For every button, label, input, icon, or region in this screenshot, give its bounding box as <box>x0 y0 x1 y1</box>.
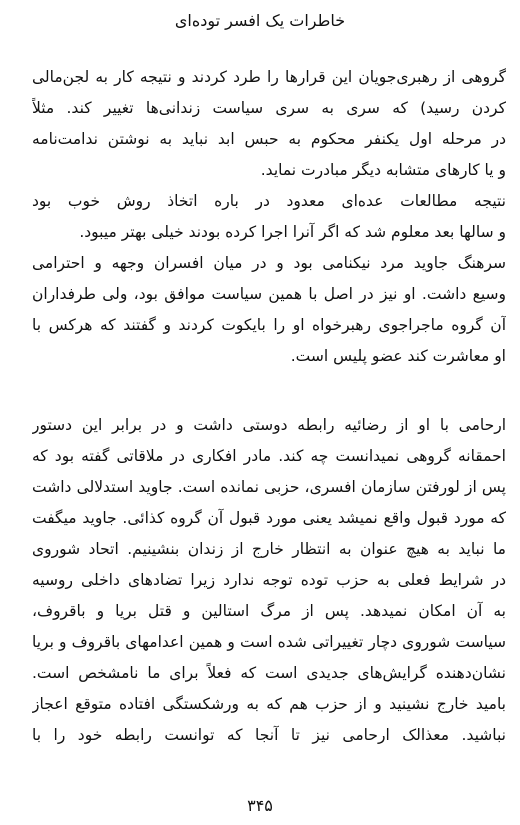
text-line: و یا کارهای متشابه دیگر مبادرت نماید. <box>260 161 506 179</box>
text-line: گروهی از رهبری‌جویان این قرارها را طرد کردند و نتیجه کار به لجن‌مالی <box>32 68 506 86</box>
text-line: آن گروه ماجراجوی رهبرخواه او را بایکوت کردند و گفتند که هرکس با <box>32 316 506 334</box>
text-line: نتیجه مطالعات عده‌ای معدود در باره اتخاذ روش خوب بود <box>32 192 506 210</box>
running-header: خاطرات یک افسر توده‌ای <box>174 11 346 30</box>
text-line: پس از لورفتن سازمان افسری، حزبی نمانده است. جاوید استدلالی داشت <box>32 478 506 496</box>
text-line: نباشید. معذالک ارحامی نیز تا آنجا که توانست رابطه خود را با <box>32 726 506 744</box>
text-line: کردن رسید) که سری به سری سیاست زندانی‌ها تغییر کند. مثلاً <box>32 99 506 117</box>
text-line: و سالها بعد معلوم شد که اگر آنرا اجرا کرده بودند خیلی بهتر میبود. <box>79 223 506 241</box>
text-line: سرهنگ جاوید مرد نیکنامی بود و در میان افسران وجهه و احترامی <box>32 254 506 272</box>
text-line: وسیع داشت. او نیز در اصل با همین سیاست موافق بود، ولی طرفداران <box>32 285 506 303</box>
paragraph-1 <box>32 62 506 186</box>
text-line: به آن امکان نمیدهد. پس از مرگ استالین و قتل بریا و باقروف، <box>32 602 506 620</box>
paragraph-4 <box>32 410 506 751</box>
text-line: در شرایط فعلی به حزب توده توجه ندارد زیرا تضادهای داخلی روسیه <box>32 571 506 589</box>
text-line: نشان‌دهنده گرایش‌های جدیدی است که فعلاً برای ما نامشخص است. <box>32 664 506 682</box>
text-line: ما نباید به هیچ عنوان به انتظار خارج از زندان بنشینیم. اتحاد شوروی <box>32 540 506 558</box>
text-line: ارحامی با او از رضائیه رابطه دوستی داشت و در برابر این دستور <box>32 416 506 434</box>
text-line: بامید خارج نشینید و از حزب هم که به ورشکستگی افتاده متوقع اعجاز <box>32 695 506 713</box>
text-line: که مورد قبول واقع نمیشد یعنی مورد قبول آن گروه کذائی. جاوید میگفت <box>32 509 506 527</box>
text-line: احمقانه گروهی نمیدانست چه کند. مادر افکاری در ملاقاتی گفته بود که <box>32 447 506 465</box>
text-line: او معاشرت کند عضو پلیس است. <box>290 347 506 365</box>
page-number: ۳۴۵ <box>247 796 273 815</box>
paragraph-3 <box>32 248 506 372</box>
text-line: سیاست شوروی دچار تغییراتی شده است و همین اعدامهای باقروف و بریا <box>32 633 506 651</box>
text-line: در مرحله اول یکنفر محکوم به حبس ابد نباید به نوشتن ندامت‌نامه <box>32 130 506 148</box>
paragraph-2 <box>32 186 506 248</box>
